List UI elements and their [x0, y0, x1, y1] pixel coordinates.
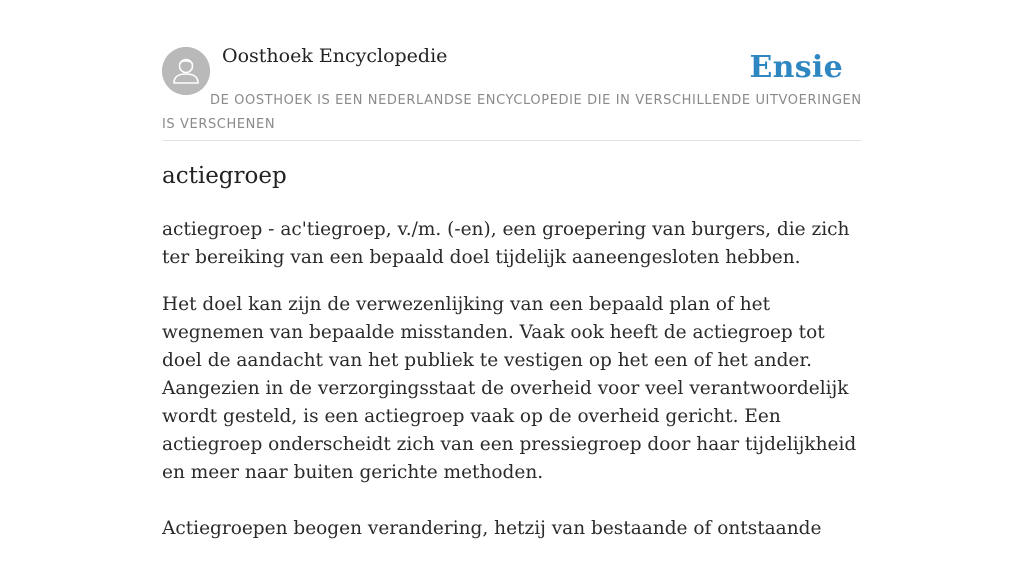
user-silhouette-icon: [162, 47, 210, 95]
publication-header: [162, 0, 862, 141]
publication-title[interactable]: Oosthoek Encyclopedie: [222, 45, 448, 67]
ensie-logo[interactable]: Ensie: [749, 50, 843, 85]
entry-paragraph: Het doel kan zijn de verwezenlijking van een bepaald plan of het wegnemen van bepaalde misstanden. Vaak ook heeft de actiegroep tot doel de aandacht van het publiek te vestigen op het een of het ander. Aangezien in de verzorgingsstaat de overheid voor veel verantwoordelijk wordt gesteld, is een actiegroep vaak op de overheid gericht. Een actiegroep onderscheidt zich van een pressiegroep door haar tijdelijkheid en meer naar buiten gerichte methoden.: [162, 294, 857, 483]
entry-title: actiegroep: [162, 163, 287, 189]
entry-body: [162, 216, 862, 562]
entry-paragraph: actiegroep - ac'tiegroep, v./m. (-en), een groepering van burgers, die zich ter bereiking van een bepaald doel tijdelijk aaneengesloten hebben.: [162, 219, 850, 268]
publication-description: DE OOSTHOEK IS EEN NEDERLANDSE ENCYCLOPEDIE DIE IN VERSCHILLENDE UITVOERINGEN IS VERSCHENEN: [162, 93, 862, 132]
user-avatar-icon[interactable]: [162, 47, 210, 95]
entry-paragraph: Actiegroepen beogen verandering, hetzij van bestaande of ontstaande: [162, 518, 822, 539]
page-container: [162, 0, 862, 539]
